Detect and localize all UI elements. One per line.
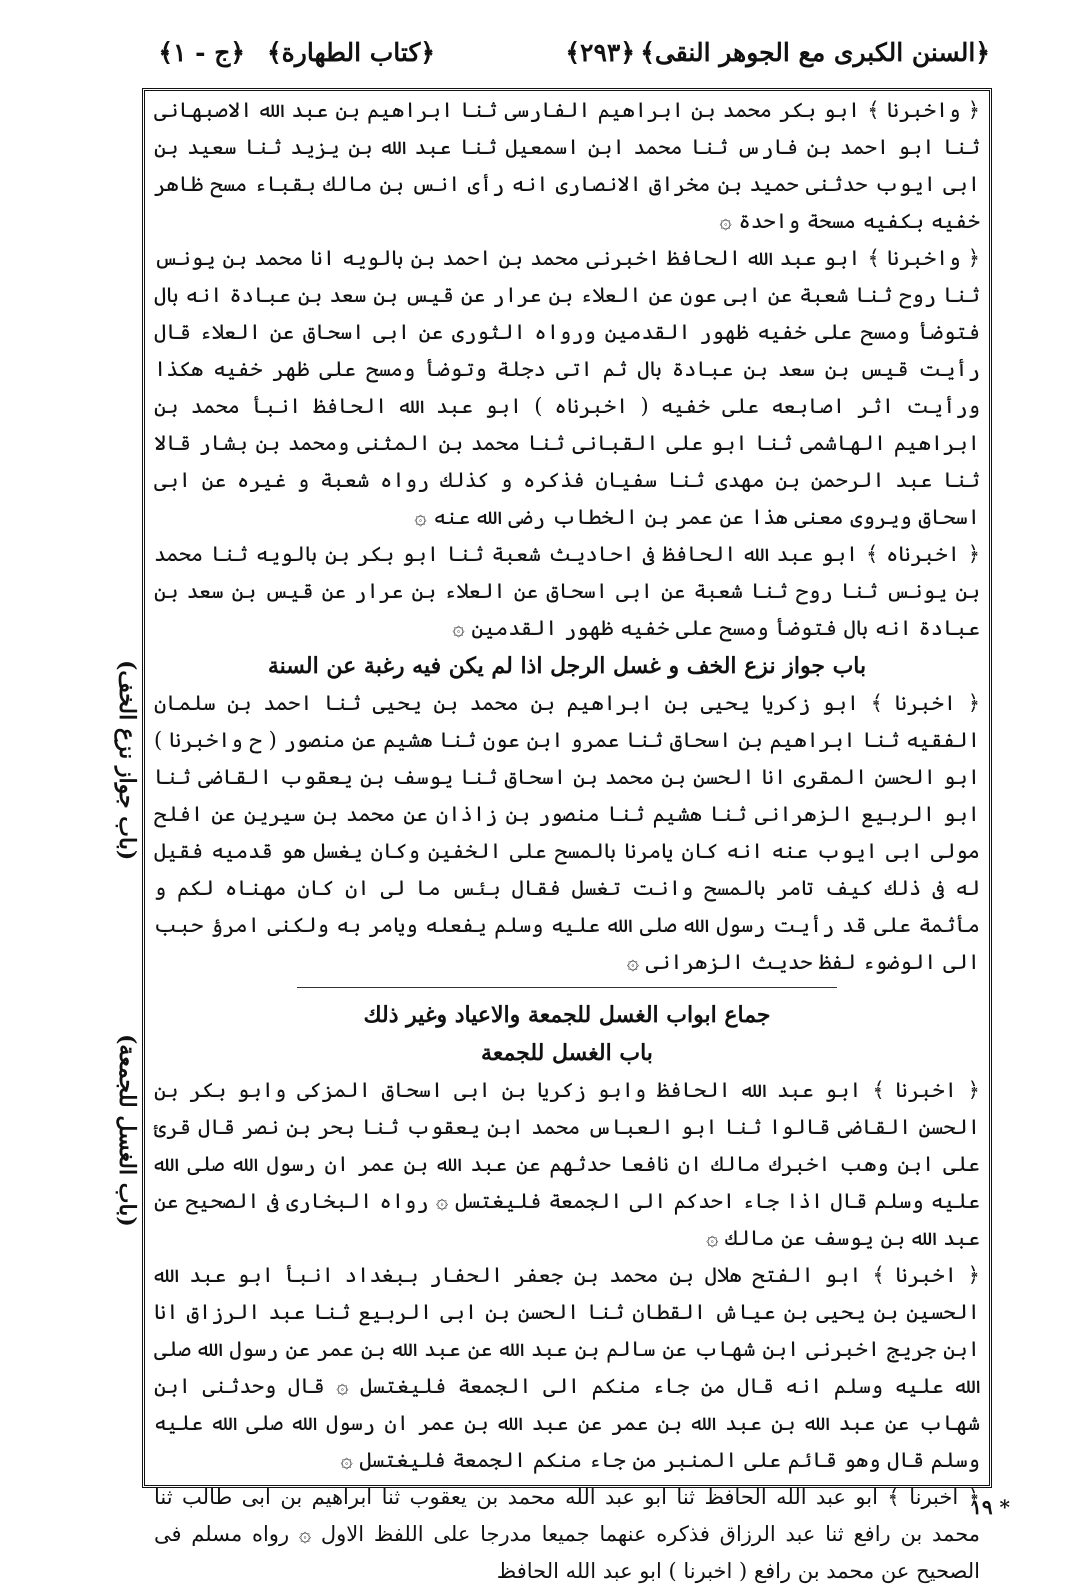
chapter-title: ﴿كتاب الطهارة﴾ bbox=[267, 38, 435, 67]
footer-number: * ١٩ bbox=[971, 1495, 1010, 1519]
margin-note: (باب جواز نزع الخف) bbox=[114, 659, 140, 861]
paragraph: ﴿ اخبرناه ﴾ ابو عبد الله الحافظ فى احاديث شعبة ثنا ابو بكر بن بالويه ثنا محمد بن يونس ثنا روح ثنا شعبة عن ابى اسحاق عن العلاء بن عرار عن قيس بن سعد بن عبادة انه بال فتوضأ ومسح على خفيه ظهور القدمين ۞ bbox=[154, 542, 980, 640]
section-subheading: باب الغسل للجمعة bbox=[481, 1040, 653, 1066]
divider bbox=[297, 987, 837, 988]
volume-number: ﴿ج - ١﴾ bbox=[158, 38, 245, 67]
paragraph: ﴿ واخبرنا ﴾ ابو بكر محمد بن ابراهيم الفارسى ثنا ابراهيم بن عبد الله الاصبهانى ثنا ابو احمد بن فارس ثنا محمد ابن اسمعيل ثنا عبد الله بن يزيد ثنا سعيد بن ابى ايوب حدثنى حميد بن مخراق الانصارى انه رأى انس بن مالك بقباء مسح ظاهر خفيه بكفيه مسحة واحدة ۞ bbox=[154, 98, 980, 233]
page-header bbox=[140, 30, 990, 86]
section-heading: جماع ابواب الغسل للجمعة والاعياد وغير ذلك bbox=[363, 1002, 771, 1028]
page-body bbox=[154, 92, 980, 1590]
paragraph: ﴿ اخبرنا ﴾ ابو عبد الله الحافظ ثنا ابو عبد الله محمد بن يعقوب ثنا ابراهيم بن ابى طالب ثنا محمد بن رافع ثنا عبد الرزاق فذكره عنهما جميعا مدرجا على اللفظ الاول ۞ رواه مسلم فى الصحيح عن محمد بن رافع ( اخبرنا ) ابو عبد الله الحافظ bbox=[154, 1485, 980, 1583]
paragraph: ﴿ اخبرنا ﴾ ابو زكريا يحيى بن ابراهيم بن محمد بن يحيى ثنا احمد بن سلمان الفقيه ثنا ابراهيم بن اسحاق ثنا عمرو ابن عون ثنا هشيم عن منصور ( ح واخبرنا ) ابو الحسن المقرى انا الحسن بن محمد بن اسحاق ثنا يوسف بن يعقوب القاضى ثنا ابو الربيع الزهرانى ثنا هشيم ثنا منصور بن زاذان عن محمد بن سيرين عن افلح مولى ابى ايوب عنه انه كان يامرنا بالمسح على الخفين وكان يغسل هو قدميه فقيل له فى ذلك كيف تامر بالمسح وانت تغسل فقال بئس ما لى ان كان مهناه لكم و مأثمة على قد رأيت رسول الله صلى الله عليه وسلم يفعله ويامر به ولكنى امرؤ حبب الى الوضوء لفظ حديث الزهرانى ۞ bbox=[154, 691, 980, 974]
page-number: ﴿٢٩٣﴾ bbox=[565, 38, 635, 67]
margin-note: (باب الغسل للجمعة) bbox=[114, 1033, 140, 1227]
paragraph: ﴿ اخبرنا ﴾ ابو الفتح هلال بن محمد بن جعفر الحفار ببغداد انبأ ابو عبد الله الحسين بن يحيى بن عياش القطان ثنا الحسن بن ابى الربيع ثنا عبد الرزاق انا ابن جريج اخبرنى ابن شهاب عن سالم بن عبد الله عن عبد الله بن عمر عن رسول الله صلى الله عليه وسلم انه قال من جاء منكم الى الجمعة فليغتسل ۞ قال وحدثنى ابن شهاب عن عبد الله بن عبد الله بن عمر عن عبد الله بن عمر ان رسول الله صلى الله عليه وسلم قال وهو قائم على المنبر من جاء منكم الجمعة فليغتسل ۞ bbox=[154, 1263, 980, 1472]
paragraph: ﴿ واخبرنا ﴾ ابو عبد الله الحافظ اخبرنى محمد بن احمد بن بالويه انا محمد بن يونس ثنا روح ثنا شعبة عن ابى عون عن العلاء بن عرار عن قيس بن سعد بن عبادة انه بال فتوضأ ومسح على خفيه ظهور القدمين ورواه الثورى عن ابى اسحاق عن العلاء قال رأيت قيس بن سعد بن عبادة بال ثم اتى دجلة وتوضأ ومسح على ظهر خفيه هكذا ورأيت اثر اصابعه على خفيه ( اخبرناه ) ابو عبد الله الحافظ انبأ محمد بن ابراهيم الهاشمى ثنا ابو على القبانى ثنا محمد بن المثنى ومحمد بن بشار قالا ثنا عبد الرحمن بن مهدى ثنا سفيان فذكره و كذلك رواه شعبة و غيره عن ابى اسحاق ويروى معنى هذا عن عمر بن الخطاب رضى الله عنه ۞ bbox=[154, 246, 980, 529]
section-heading: باب جواز نزع الخف و غسل الرجل اذا لم يكن فيه رغبة عن السنة bbox=[267, 653, 867, 679]
paragraph: ﴿ اخبرنا ﴾ ابو عبد الله الحافظ وابو زكريا بن ابى اسحاق المزكى وابو بكر بن الحسن القاضى قالوا ثنا ابو العباس محمد ابن يعقوب ثنا بحر بن نصر قال قرئ على ابن وهب اخبرك مالك ان نافعا حدثهم عن عبد الله بن عمر ان رسول الله صلى الله عليه وسلم قال اذا جاء احدكم الى الجمعة فليغتسل ۞ رواه البخارى فى الصحيح عن عبد الله بن يوسف عن مالك ۞ bbox=[154, 1078, 980, 1250]
book-title: ﴿السنن الكبرى مع الجوهر النقى﴾ bbox=[640, 38, 990, 67]
